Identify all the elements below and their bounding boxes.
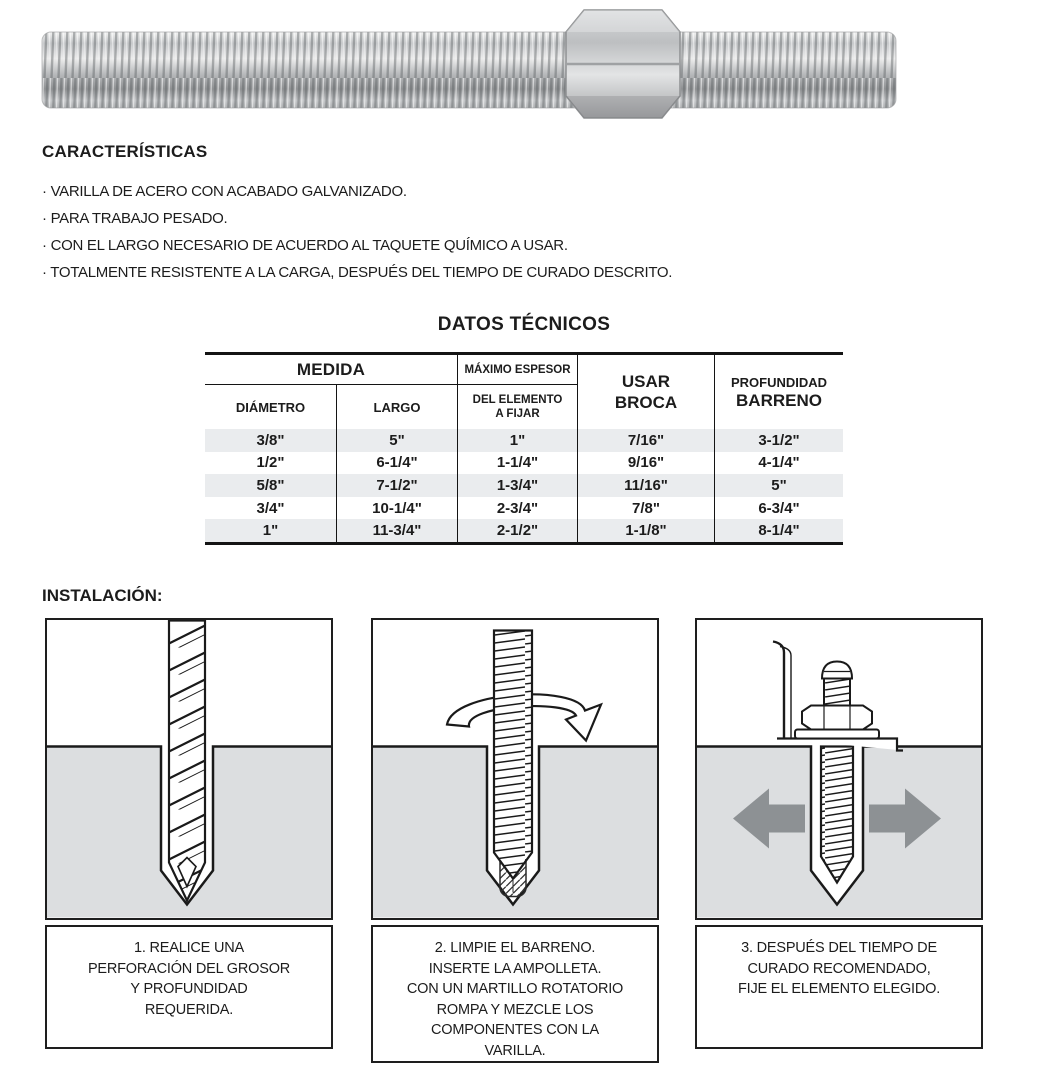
cell-profundidad: 5" <box>771 476 787 494</box>
cell-profundidad: 4-1/4" <box>758 454 800 472</box>
cell-profundidad: 6-3/4" <box>758 499 800 517</box>
cell-broca: 9/16" <box>578 452 715 475</box>
hex-nut-icon <box>802 706 872 730</box>
rod-body <box>42 32 896 108</box>
step2-caption: 2. LIMPIE EL BARRENO. INSERTE LA AMPOLLETA. CON UN MARTILLO ROTATORIO ROMPA Y MEZCLE LOS COMPONENTES CON LA VARILLA. <box>371 925 659 1063</box>
hex-nut <box>566 10 680 118</box>
cell-profundidad: 3-1/2" <box>758 431 800 449</box>
cell-largo: 5" <box>337 429 458 452</box>
cell-diametro: 3/8" <box>205 429 337 452</box>
installation-step-2 <box>371 618 659 1063</box>
anchored-rod <box>821 747 853 883</box>
table-row <box>205 452 843 475</box>
cell-diametro: 1" <box>205 519 337 542</box>
cell-largo: 7-1/2" <box>337 474 458 497</box>
caracteristica-item: · VARILLA DE ACERO CON ACABADO GALVANIZADO. <box>42 183 407 200</box>
technical-data-table <box>205 352 843 545</box>
cell-diametro: 1/2" <box>205 452 337 475</box>
table-row <box>205 519 843 542</box>
cell-espesor: 1-1/4" <box>458 452 578 475</box>
cell-largo: 11-3/4" <box>337 519 458 542</box>
table-row <box>205 497 843 520</box>
step2-illustration <box>371 618 659 920</box>
table-header <box>205 355 843 429</box>
header-profundidad-barreno: PROFUNDIDAD BARRENO <box>730 374 828 410</box>
caracteristica-item: · TOTALMENTE RESISTENTE A LA CARGA, DESPUÉS DEL TIEMPO DE CURADO DESCRITO. <box>42 264 673 281</box>
step3-caption: 3. DESPUÉS DEL TIEMPO DE CURADO RECOMENDADO, FIJE EL ELEMENTO ELEGIDO. <box>695 925 983 1049</box>
datos-tecnicos-title: DATOS TÉCNICOS <box>437 314 611 335</box>
header-maximo-espesor: MÁXIMO ESPESOR <box>458 355 577 385</box>
table-row <box>205 474 843 497</box>
caracteristica-item: · PARA TRABAJO PESADO. <box>42 210 228 227</box>
table-row <box>205 429 843 452</box>
cell-diametro: 5/8" <box>205 474 337 497</box>
caracteristicas-heading: CARACTERÍSTICAS <box>42 142 208 161</box>
step3-illustration <box>695 618 983 920</box>
cell-broca: 1-1/8" <box>578 519 715 542</box>
threaded-rod-rotation-icon <box>373 620 657 918</box>
anchored-rod-spread-arrows-icon <box>697 620 981 918</box>
cell-broca: 7/8" <box>578 497 715 520</box>
cell-profundidad: 8-1/4" <box>758 522 800 540</box>
instalacion-heading: INSTALACIÓN: <box>42 586 163 605</box>
cell-espesor: 1" <box>458 429 578 452</box>
header-usar-broca: USAR BROCA <box>578 355 715 429</box>
threaded-rod <box>494 631 532 879</box>
cell-broca: 7/16" <box>578 429 715 452</box>
step1-illustration <box>45 618 333 920</box>
header-largo: LARGO <box>373 399 421 415</box>
cell-espesor: 2-3/4" <box>458 497 578 520</box>
drill-bit-icon <box>47 620 331 918</box>
cell-broca: 11/16" <box>578 474 715 497</box>
installation-step-3 <box>695 618 983 1049</box>
caracteristicas-section <box>42 142 802 286</box>
header-medida: MEDIDA <box>205 355 457 385</box>
threaded-rod-with-hex-nut-photo <box>28 2 908 126</box>
header-diametro: DIÁMETRO <box>205 385 337 429</box>
cell-espesor: 1-3/4" <box>458 474 578 497</box>
cell-largo: 10-1/4" <box>337 497 458 520</box>
rod-top-stub <box>822 662 852 706</box>
caracteristicas-list <box>42 178 802 286</box>
header-group-medida <box>205 355 458 429</box>
step1-caption: 1. REALICE UNA PERFORACIÓN DEL GROSOR Y PROFUNDIDAD REQUERIDA. <box>45 925 333 1049</box>
caracteristica-item: · CON EL LARGO NECESARIO DE ACUERDO AL TAQUETE QUÍMICO A USAR. <box>42 237 568 254</box>
drill-bit <box>169 621 205 901</box>
table-body <box>205 429 843 542</box>
cell-largo: 6-1/4" <box>337 452 458 475</box>
cell-espesor: 2-1/2" <box>458 519 578 542</box>
cell-diametro: 3/4" <box>205 497 337 520</box>
header-group-espesor <box>458 355 578 429</box>
washer <box>795 730 879 739</box>
installation-step-1 <box>45 618 333 1049</box>
header-del-elemento-a-fijar: DEL ELEMENTO A FIJAR <box>472 394 563 420</box>
